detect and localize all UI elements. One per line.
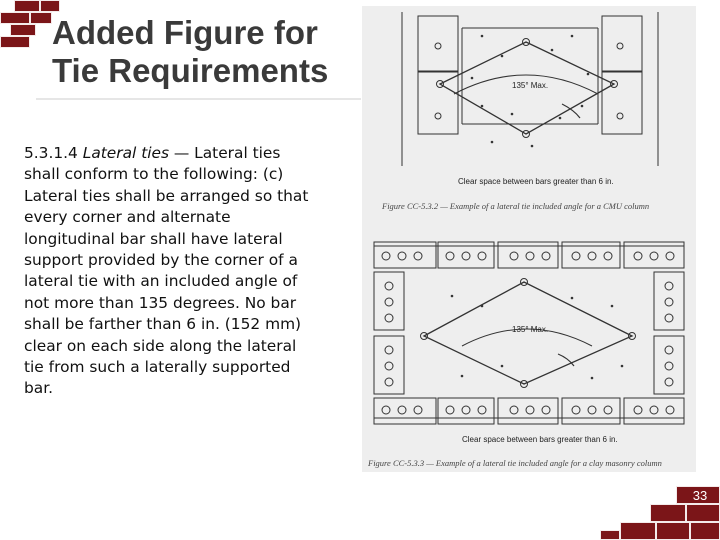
bottom-clear-space-label: Clear space between bars greater than 6 in. <box>462 435 618 444</box>
brick-decoration-bottom-right <box>600 468 720 540</box>
top-angle-label: 135° Max. <box>512 81 549 90</box>
body-paragraph <box>24 143 314 400</box>
figure-drawing <box>362 6 696 472</box>
top-clear-space-label: Clear space between bars greater than 6 in. <box>458 177 614 186</box>
brick-decoration-top-left <box>0 0 60 50</box>
page-number: 33 <box>692 488 708 503</box>
figure-panel <box>362 6 696 472</box>
slide-title <box>52 14 362 90</box>
title-divider <box>36 98 361 100</box>
top-figure-caption: Figure CC-5.3.2 — Example of a lateral tie included angle for a CMU column <box>382 201 650 211</box>
section-number: 5.3.1.4 <box>24 144 78 162</box>
bottom-angle-label: 135° Max. <box>512 325 549 334</box>
title-line-2: Tie Requirements <box>52 52 329 89</box>
section-heading: Lateral ties <box>82 144 169 162</box>
bottom-figure-caption: Figure CC-5.3.3 — Example of a lateral tie included angle for a clay masonry column <box>368 458 662 468</box>
title-line-1: Added Figure for <box>52 14 318 51</box>
body-text: — Lateral ties shall conform to the following: (c) Lateral ties shall be arranged so that every corner and alternate longitudinal bar shall have lateral support provided by the corner of a lateral tie with an included angle of not more than 135 degrees. No bar shall be farther than 6 in. (152 mm) clear on each side along the lateral tie from such a laterally supported bar. <box>24 144 309 398</box>
